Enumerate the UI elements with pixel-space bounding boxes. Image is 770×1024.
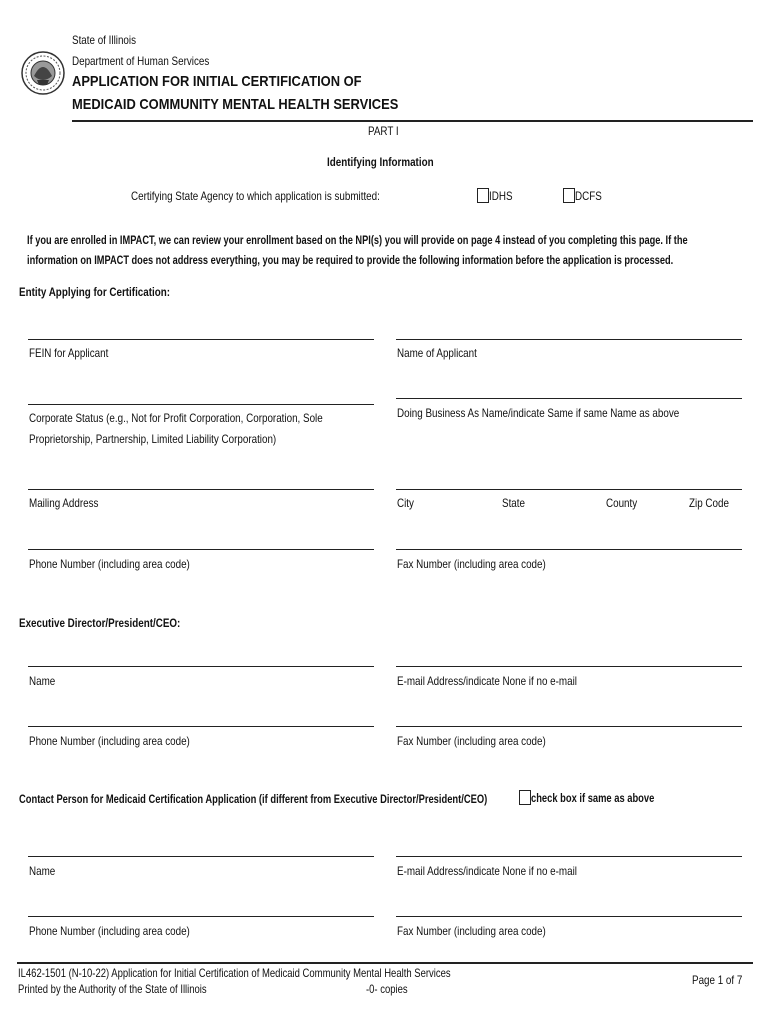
- city-label: City: [397, 496, 414, 510]
- header-rule: [72, 120, 753, 122]
- mailing-address-label: Mailing Address: [29, 496, 99, 510]
- state-name: State of Illinois: [72, 33, 136, 47]
- contact-email-field[interactable]: [396, 856, 742, 857]
- entity-phone-label: Phone Number (including area code): [29, 557, 190, 571]
- page-number: Page 1 of 7: [692, 973, 743, 987]
- applicant-name-label: Name of Applicant: [397, 346, 477, 360]
- form-title-line1: APPLICATION FOR INITIAL CERTIFICATION OF: [72, 73, 362, 90]
- executive-email-field[interactable]: [396, 666, 742, 667]
- zip-label: Zip Code: [689, 496, 729, 510]
- same-as-above-label: check box if same as above: [531, 791, 655, 805]
- entity-heading: Entity Applying for Certification:: [19, 285, 171, 299]
- contact-heading: Contact Person for Medicaid Certification Application (if different from Executive Director/President/CEO): [19, 792, 488, 806]
- contact-fax-label: Fax Number (including area code): [397, 924, 546, 938]
- state-label: State: [502, 496, 525, 510]
- executive-phone-label: Phone Number (including area code): [29, 734, 190, 748]
- entity-phone-field[interactable]: [28, 549, 374, 550]
- department-name: Department of Human Services: [72, 54, 210, 68]
- idhs-label: IDHS: [489, 189, 513, 203]
- fein-label: FEIN for Applicant: [29, 346, 109, 360]
- dba-field[interactable]: [396, 398, 742, 399]
- dcfs-checkbox[interactable]: [563, 188, 575, 203]
- executive-fax-label: Fax Number (including area code): [397, 734, 546, 748]
- contact-name-field[interactable]: [28, 856, 374, 857]
- form-title-line2: MEDICAID COMMUNITY MENTAL HEALTH SERVICES: [72, 96, 399, 113]
- contact-email-label: E-mail Address/indicate None if no e-mail: [397, 864, 577, 878]
- entity-fax-field[interactable]: [396, 549, 742, 550]
- executive-name-label: Name: [29, 674, 56, 688]
- same-as-above-checkbox[interactable]: [519, 790, 531, 805]
- corporate-status-field[interactable]: [28, 404, 374, 405]
- printed-by: Printed by the Authority of the State of Illinois: [18, 982, 207, 996]
- entity-fax-label: Fax Number (including area code): [397, 557, 546, 571]
- city-state-zip-field[interactable]: [396, 489, 742, 490]
- dba-label: Doing Business As Name/indicate Same if same Name as above: [397, 406, 680, 420]
- idhs-checkbox[interactable]: [477, 188, 489, 203]
- form-id: IL462-1501 (N-10-22) Application for Initial Certification of Medicaid Community Mental Health Services: [18, 966, 451, 980]
- state-seal-logo: [20, 36, 66, 110]
- fein-field[interactable]: [28, 339, 374, 340]
- executive-phone-field[interactable]: [28, 726, 374, 727]
- county-label: County: [606, 496, 638, 510]
- executive-name-field[interactable]: [28, 666, 374, 667]
- dcfs-label: DCFS: [575, 189, 602, 203]
- executive-fax-field[interactable]: [396, 726, 742, 727]
- section-title: Identifying Information: [327, 155, 434, 169]
- contact-name-label: Name: [29, 864, 56, 878]
- executive-email-label: E-mail Address/indicate None if no e-mail: [397, 674, 577, 688]
- contact-fax-field[interactable]: [396, 916, 742, 917]
- contact-phone-label: Phone Number (including area code): [29, 924, 190, 938]
- corporate-status-label-2: Proprietorship, Partnership, Limited Liability Corporation): [29, 432, 277, 446]
- impact-note-line1: If you are enrolled in IMPACT, we can review your enrollment based on the NPI(s) you will provide on page 4 instead of you completing this page. If the: [27, 233, 688, 247]
- copies: -0- copies: [366, 982, 408, 996]
- agency-label: Certifying State Agency to which application is submitted:: [131, 189, 380, 203]
- corporate-status-label-1: Corporate Status (e.g., Not for Profit Corporation, Corporation, Sole: [29, 411, 323, 425]
- mailing-address-field[interactable]: [28, 489, 374, 490]
- impact-note-line2: information on IMPACT does not address everything, you may be required to provide the following information before the application is processed.: [27, 253, 674, 267]
- part-label: PART I: [368, 124, 399, 138]
- executive-heading: Executive Director/President/CEO:: [19, 616, 181, 630]
- applicant-name-field[interactable]: [396, 339, 742, 340]
- contact-phone-field[interactable]: [28, 916, 374, 917]
